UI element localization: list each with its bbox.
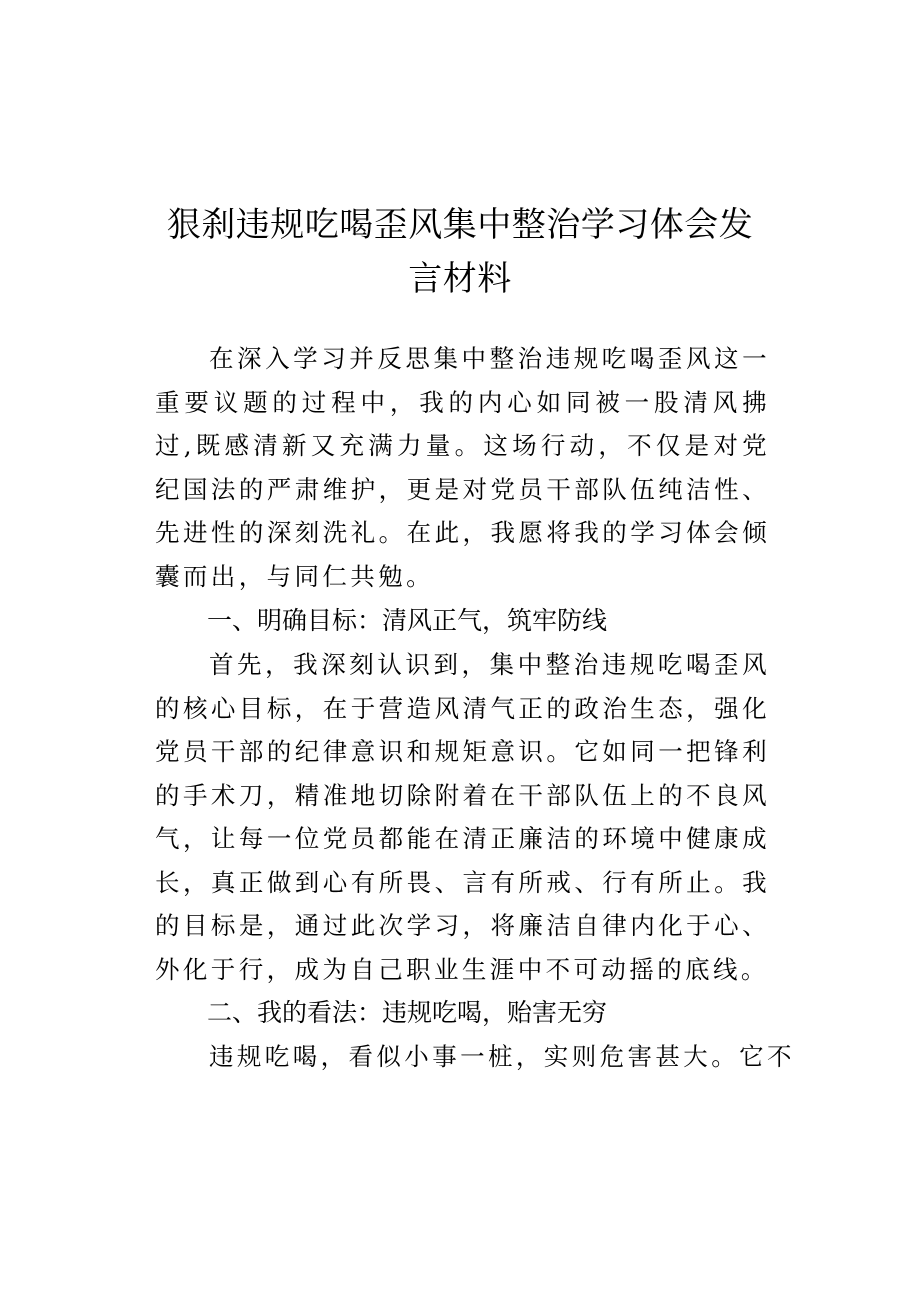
section-1-heading: 一、明确目标：清风正气，筑牢防线 [207, 606, 608, 635]
section-1-paragraph: 首先，我深刻认识到，集中整治违规吃喝歪风的核心目标，在于营造风清气正的政治生态，强化党员干部的纪律意识和规矩意识。它如同一把锋利的手术刀，精准地切除附着在干部队伍上的不良风气，让每一位党员都能在清正廉洁的环境中健康成长，真正做到心有所畏、言有所戒、行有所止。我的目标是，通过此次学习，将廉洁自律内化于心、外化于行，成为自己职业生涯中不可动摇的底线。 [155, 650, 770, 984]
title-line-1: 狠刹违规吃喝歪风集中整治学习体会发 [166, 205, 754, 245]
section-2-heading: 二、我的看法：违规吃喝，贻害无穷 [207, 998, 608, 1027]
section-2-paragraph: 违规吃喝，看似小事一桩，实则危害甚大。它不 [209, 1042, 795, 1071]
intro-paragraph: 在深入学习并反思集中整治违规吃喝歪风这一重要议题的过程中，我的内心如同被一股清风拂过,既感清新又充满力量。这场行动，不仅是对党纪国法的严肃维护，更是对党员干部队伍纯洁性、先进性的深刻洗礼。在此，我愿将我的学习体会倾囊而出，与同仁共勉。 [155, 344, 770, 591]
title-line-2: 言材料 [408, 259, 512, 299]
page-title [120, 198, 800, 306]
